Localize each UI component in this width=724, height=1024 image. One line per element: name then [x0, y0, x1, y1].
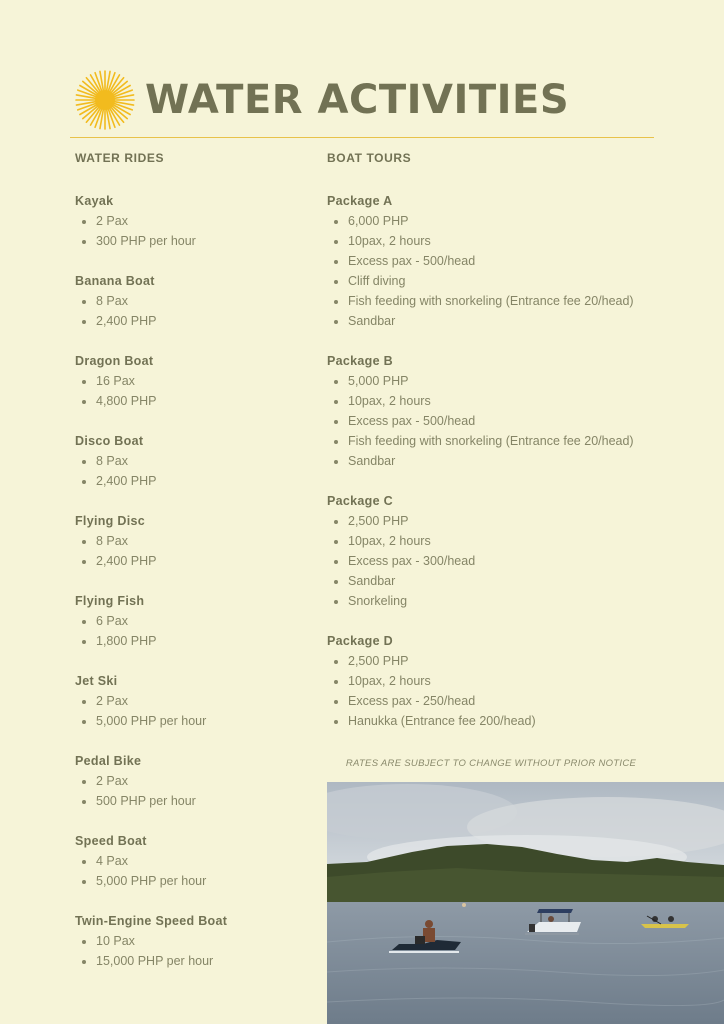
- tour-group-package-c: [327, 491, 687, 611]
- ride-group-flying-disc: [75, 511, 315, 571]
- list-item: 6,000 PHP: [327, 211, 687, 231]
- list-item: 500 PHP per hour: [75, 791, 315, 811]
- list-item: 8 Pax: [75, 291, 315, 311]
- water-rides-list: [75, 191, 315, 971]
- list-item: 5,000 PHP per hour: [75, 871, 315, 891]
- ride-group-twin-engine-speed-boat: [75, 911, 315, 971]
- list-item: Sandbar: [327, 571, 687, 591]
- ride-group-name: Flying Disc: [75, 514, 145, 528]
- list-item: Excess pax - 500/head: [327, 251, 687, 271]
- list-item: 2 Pax: [75, 771, 315, 791]
- list-item: 15,000 PHP per hour: [75, 951, 315, 971]
- ride-group-flying-fish: [75, 591, 315, 651]
- list-item: 4,800 PHP: [75, 391, 315, 411]
- water-rides-section: [75, 151, 315, 991]
- ride-group-kayak: [75, 191, 315, 251]
- list-item: 5,000 PHP per hour: [75, 711, 315, 731]
- ride-item-list: [75, 851, 315, 891]
- tour-group-package-d: [327, 631, 687, 731]
- list-item: 4 Pax: [75, 851, 315, 871]
- water-rides-heading: WATER RIDES: [75, 151, 165, 165]
- list-item: 8 Pax: [75, 451, 315, 471]
- list-item: 2 Pax: [75, 691, 315, 711]
- list-item: 16 Pax: [75, 371, 315, 391]
- tour-item-list: [327, 511, 687, 611]
- list-item: 2,500 PHP: [327, 651, 687, 671]
- ride-item-list: [75, 771, 315, 811]
- list-item: Cliff diving: [327, 271, 687, 291]
- ride-group-name: Dragon Boat: [75, 354, 154, 368]
- list-item: Hanukka (Entrance fee 200/head): [327, 711, 687, 731]
- list-item: Excess pax - 300/head: [327, 551, 687, 571]
- ride-group-name: Banana Boat: [75, 274, 155, 288]
- list-item: 2,400 PHP: [75, 471, 315, 491]
- list-item: Excess pax - 250/head: [327, 691, 687, 711]
- water-activities-photo: [327, 782, 724, 1024]
- list-item: 2,500 PHP: [327, 511, 687, 531]
- tour-group-package-b: [327, 351, 687, 471]
- list-item: Excess pax - 500/head: [327, 411, 687, 431]
- ride-item-list: [75, 531, 315, 571]
- page-title: WATER ACTIVITIES: [145, 77, 570, 123]
- list-item: 6 Pax: [75, 611, 315, 631]
- tour-group-name: Package C: [327, 494, 393, 508]
- ride-group-name: Kayak: [75, 194, 114, 208]
- ride-group-name: Speed Boat: [75, 834, 147, 848]
- list-item: 10pax, 2 hours: [327, 391, 687, 411]
- ride-group-name: Pedal Bike: [75, 754, 142, 768]
- list-item: 2,400 PHP: [75, 311, 315, 331]
- list-item: 10pax, 2 hours: [327, 231, 687, 251]
- list-item: Fish feeding with snorkeling (Entrance fee 20/head): [327, 291, 687, 311]
- ride-item-list: [75, 291, 315, 331]
- ride-group-disco-boat: [75, 431, 315, 491]
- header-divider: [70, 137, 654, 138]
- ride-item-list: [75, 931, 315, 971]
- list-item: 5,000 PHP: [327, 371, 687, 391]
- list-item: 10pax, 2 hours: [327, 671, 687, 691]
- ride-item-list: [75, 611, 315, 651]
- ride-group-pedal-bike: [75, 751, 315, 811]
- ride-item-list: [75, 691, 315, 731]
- ride-group-name: Jet Ski: [75, 674, 118, 688]
- ride-group-banana-boat: [75, 271, 315, 331]
- list-item: 1,800 PHP: [75, 631, 315, 651]
- list-item: Fish feeding with snorkeling (Entrance fee 20/head): [327, 431, 687, 451]
- ride-group-jet-ski: [75, 671, 315, 731]
- list-item: 8 Pax: [75, 531, 315, 551]
- tour-group-name: Package B: [327, 354, 393, 368]
- ride-group-name: Twin-Engine Speed Boat: [75, 914, 228, 928]
- list-item: Snorkeling: [327, 591, 687, 611]
- list-item: 300 PHP per hour: [75, 231, 315, 251]
- ride-group-name: Disco Boat: [75, 434, 144, 448]
- ride-group-name: Flying Fish: [75, 594, 145, 608]
- tour-item-list: [327, 211, 687, 331]
- tour-item-list: [327, 651, 687, 731]
- tour-item-list: [327, 371, 687, 471]
- list-item: 10pax, 2 hours: [327, 531, 687, 551]
- boat-tours-list: [327, 191, 687, 731]
- tour-group-name: Package D: [327, 634, 393, 648]
- list-item: 2,400 PHP: [75, 551, 315, 571]
- list-item: Sandbar: [327, 311, 687, 331]
- list-item: 2 Pax: [75, 211, 315, 231]
- tour-group-name: Package A: [327, 194, 393, 208]
- rates-notice: RATES ARE SUBJECT TO CHANGE WITHOUT PRIOR NOTICE: [345, 758, 637, 769]
- ride-group-dragon-boat: [75, 351, 315, 411]
- ride-group-speed-boat: [75, 831, 315, 891]
- sun-icon: [75, 70, 135, 130]
- tour-group-package-a: [327, 191, 687, 331]
- ride-item-list: [75, 371, 315, 411]
- boat-tours-heading: BOAT TOURS: [327, 151, 412, 165]
- ride-item-list: [75, 451, 315, 491]
- boat-tours-section: [327, 151, 687, 751]
- list-item: 10 Pax: [75, 931, 315, 951]
- list-item: Sandbar: [327, 451, 687, 471]
- page-header: [75, 70, 569, 130]
- ride-item-list: [75, 211, 315, 251]
